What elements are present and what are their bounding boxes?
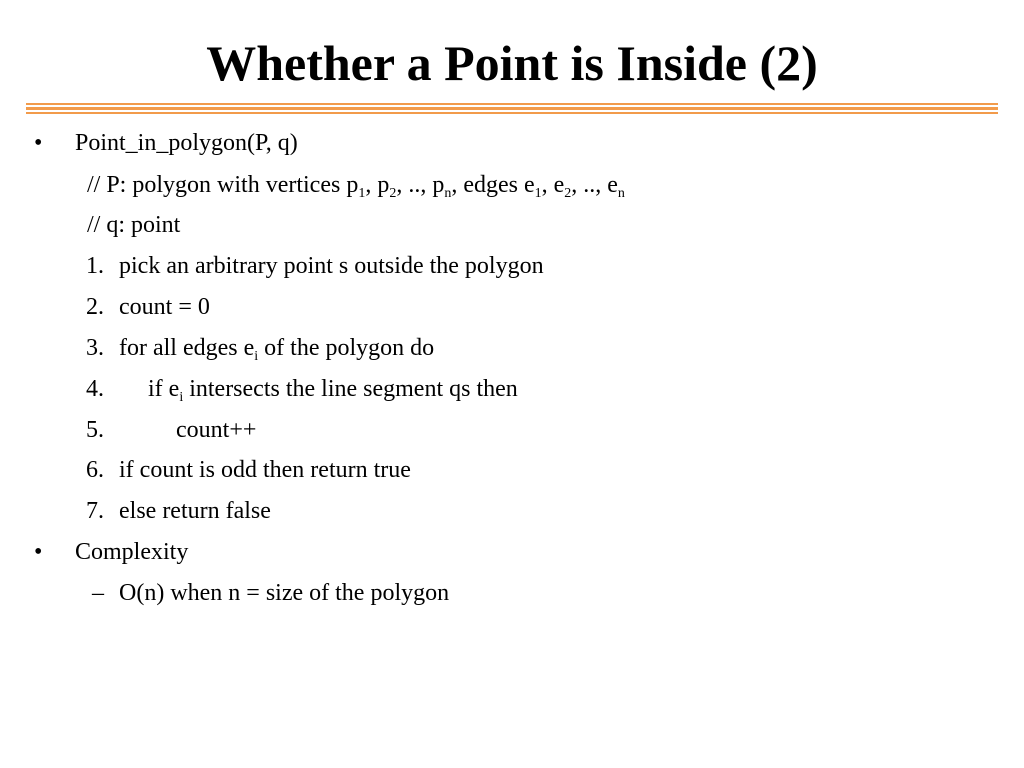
comment-point-definition: // q: point xyxy=(87,212,181,238)
divider-line-top xyxy=(26,103,998,105)
step-number: 2. xyxy=(86,294,104,320)
step-text: count = 0 xyxy=(119,294,210,320)
bullet-marker: • xyxy=(34,539,43,565)
step-number: 5. xyxy=(86,417,104,443)
divider-line-bottom xyxy=(26,112,998,114)
function-signature: Point_in_polygon(P, q) xyxy=(75,130,298,156)
step-text: if $e_i$ intersects the line segment qs then xyxy=(148,376,518,405)
complexity-value: O(n) when n = size of the polygon xyxy=(119,580,450,606)
divider-line-middle xyxy=(26,107,998,110)
step-number: 3. xyxy=(86,335,104,361)
bullet-marker: • xyxy=(34,130,43,156)
step-text: for all edges $e_i$ of the polygon do xyxy=(119,335,435,364)
comment-polygon-definition: // P: polygon with vertices $p_1$, $p_2$, .., $p_n$, edges $e_1$, $e_2$, .., $e_n$ xyxy=(87,172,625,201)
step-number: 4. xyxy=(86,376,104,402)
slide-title: Whether a Point is Inside (2) xyxy=(206,35,818,91)
title-divider xyxy=(26,103,998,116)
step-number: 1. xyxy=(86,253,104,279)
step-number: 7. xyxy=(86,498,104,524)
step-text: if count is odd then return true xyxy=(119,457,411,483)
complexity-heading: Complexity xyxy=(75,539,189,565)
step-text: else return false xyxy=(119,498,271,524)
step-number: 6. xyxy=(86,457,104,483)
dash-marker: – xyxy=(92,580,104,606)
step-text: count++ xyxy=(176,417,257,443)
step-text: pick an arbitrary point s outside the polygon xyxy=(119,253,544,279)
